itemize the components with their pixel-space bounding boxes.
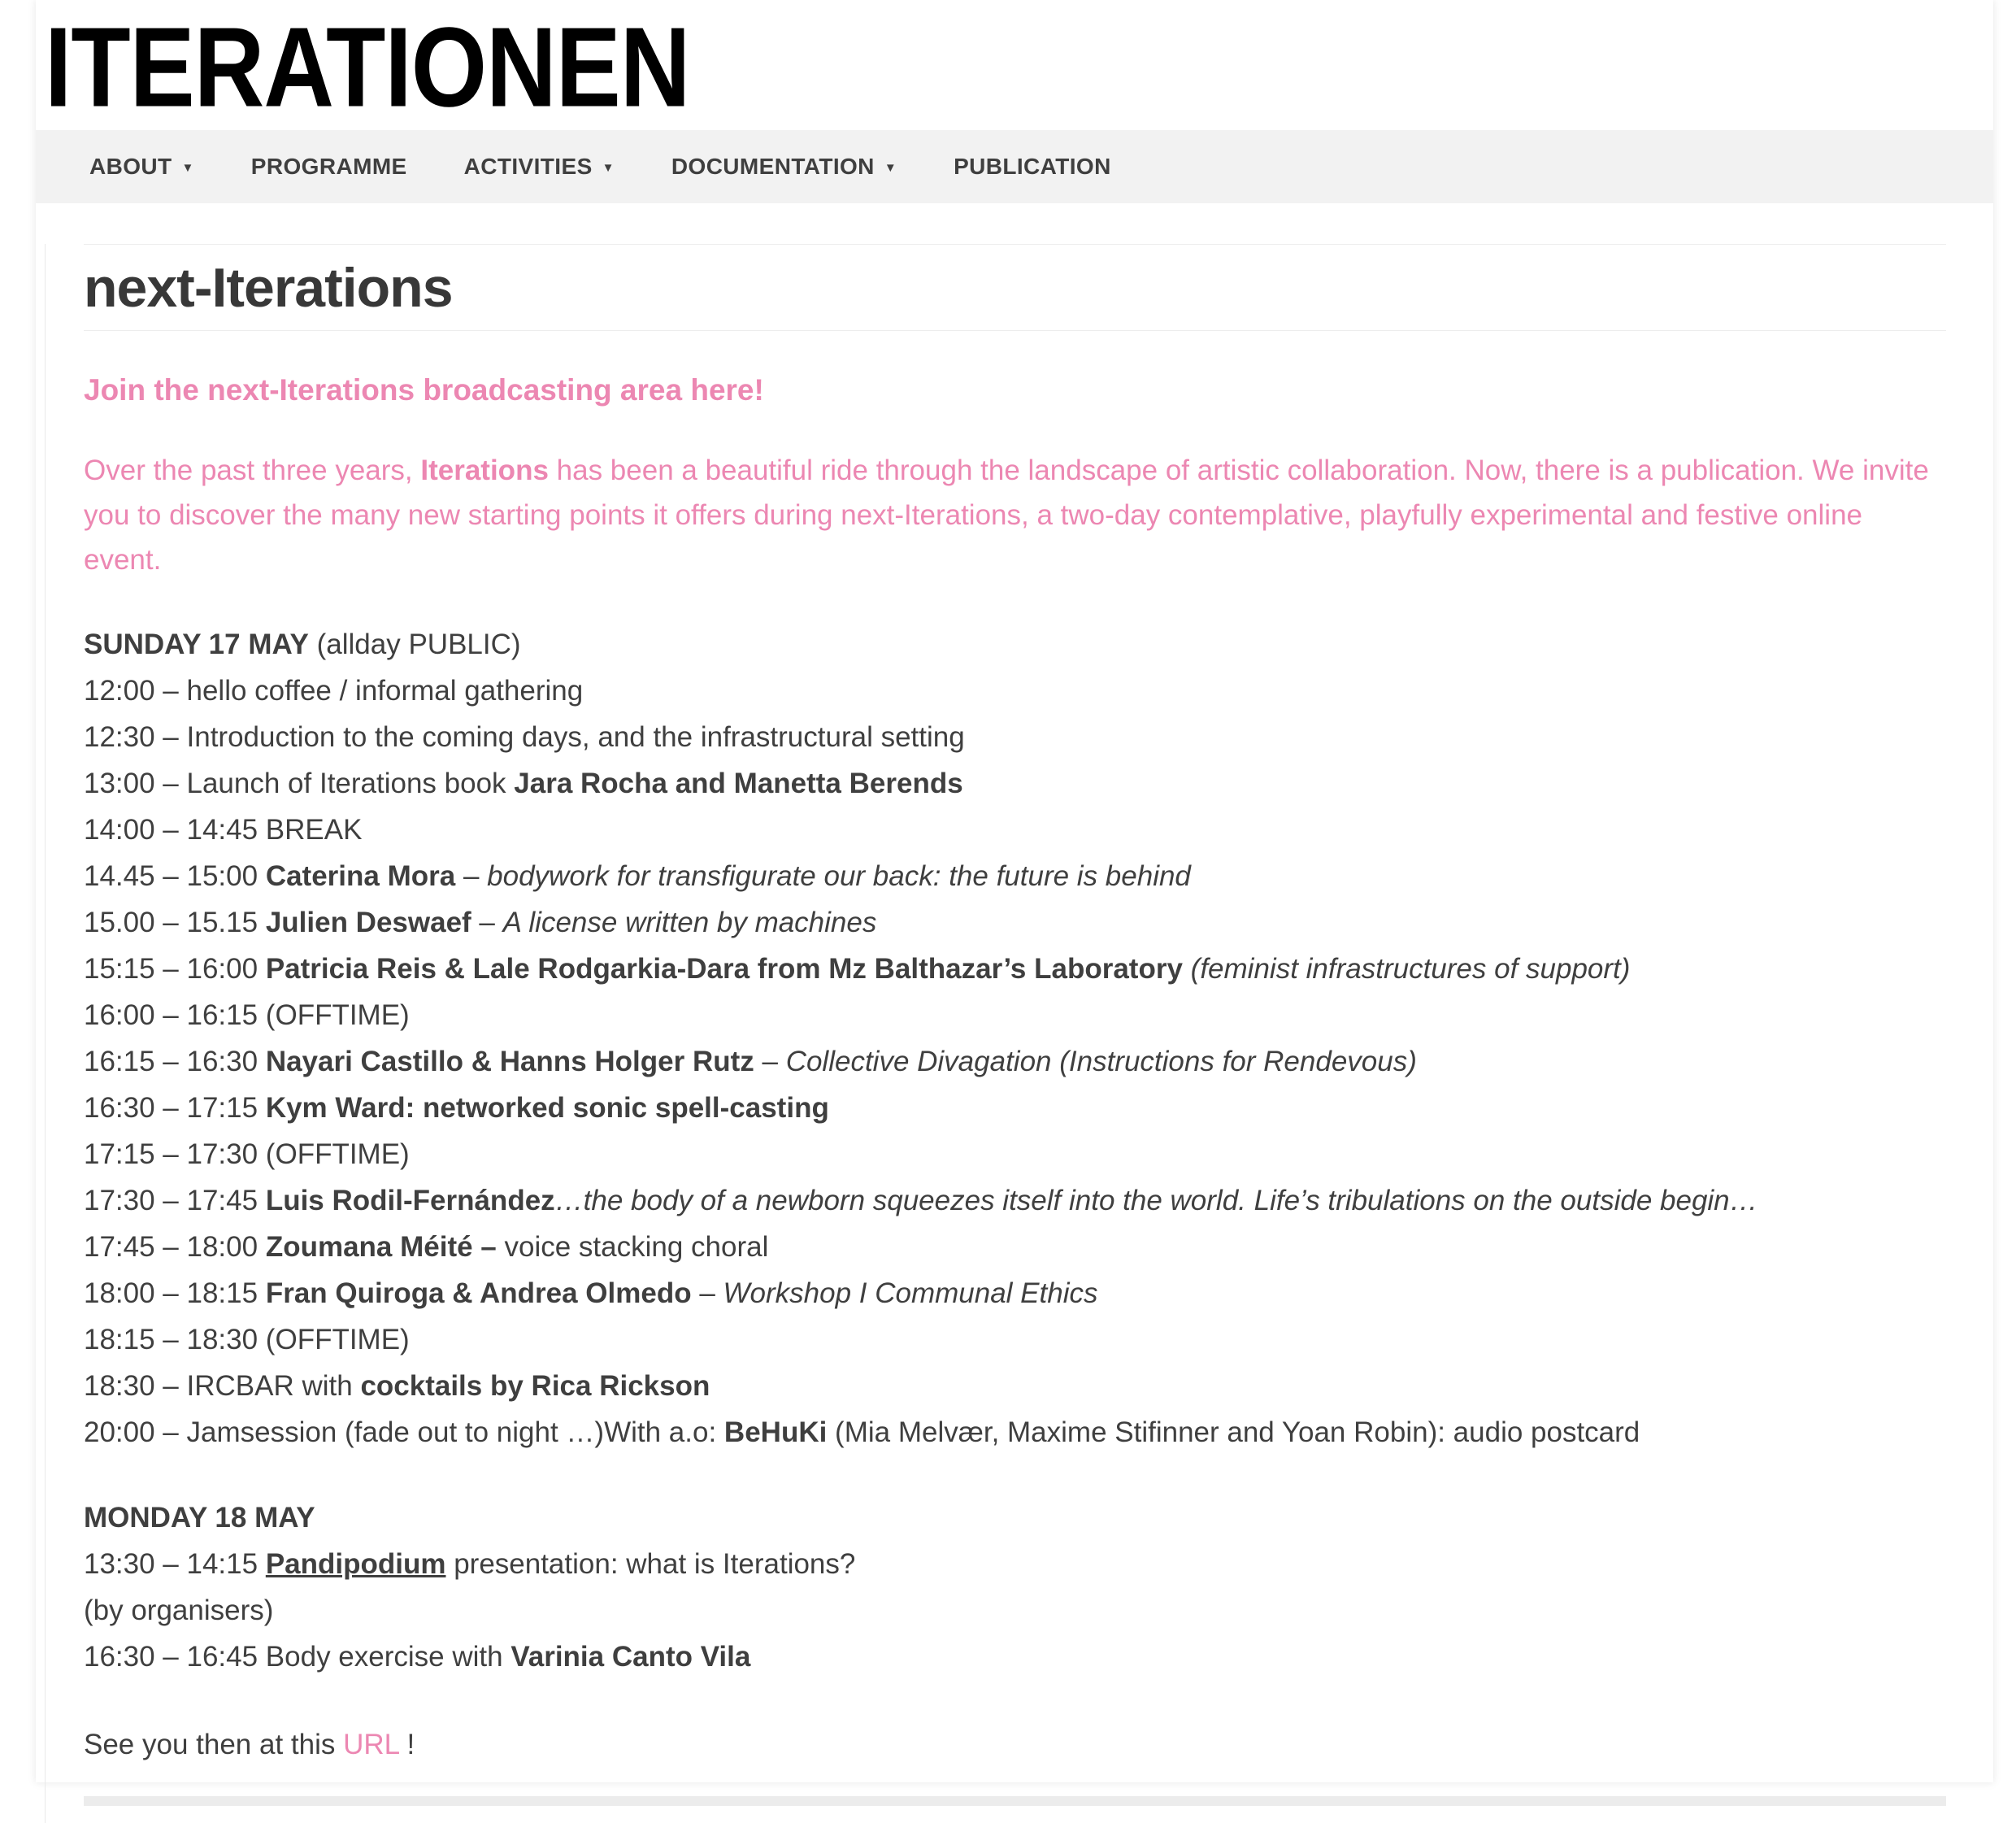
schedule-line — [84, 675, 583, 707]
text-segment: presentation: what is Iterations? — [445, 1548, 856, 1581]
page-title: next-Iterations — [84, 257, 453, 319]
text-segment: Collective Divagation (Instructions for Rendevous) — [785, 1046, 1417, 1078]
text-segment: bodywork for transfigurate our back: the future is behind — [487, 860, 1191, 893]
text-segment: SUNDAY 17 MAY — [84, 629, 309, 661]
schedule-line — [84, 1231, 768, 1263]
nav-item-about[interactable] — [89, 154, 194, 180]
schedule — [84, 621, 1946, 1680]
text-segment: 18:00 – 18:15 — [84, 1277, 266, 1310]
text-segment: Kym Ward: networked sonic spell-casting — [265, 1092, 829, 1125]
site-logo[interactable]: ITERATIONEN — [45, 4, 690, 130]
schedule-line — [84, 907, 876, 938]
text-segment: 12:30 – Introduction to the coming days, and the infrastructural setting — [84, 721, 965, 754]
main-nav — [36, 130, 1993, 203]
chevron-down-icon: ▼ — [602, 160, 615, 175]
schedule-block-monday-18-may — [84, 1495, 1946, 1680]
schedule-line — [84, 1324, 410, 1355]
text-segment: (by organisers) — [84, 1595, 274, 1627]
text-segment: Julien Deswaef — [265, 907, 471, 939]
text-segment: 17:15 – 17:30 (OFFTIME) — [84, 1138, 410, 1171]
nav-item-documentation[interactable] — [671, 154, 897, 180]
text-segment: Workshop I Communal Ethics — [723, 1277, 1098, 1310]
nav-item-label: DOCUMENTATION — [671, 154, 875, 179]
text-segment: 15:15 – 16:00 — [84, 953, 266, 985]
schedule-line — [84, 629, 521, 660]
text-segment: 16:15 – 16:30 — [84, 1046, 266, 1078]
text-segment: – — [455, 860, 488, 893]
text-segment: – — [754, 1046, 786, 1078]
schedule-line — [84, 1138, 410, 1170]
text-segment: 18:15 – 18:30 (OFFTIME) — [84, 1324, 410, 1356]
text-segment: Luis Rodil-Fernández — [265, 1185, 555, 1217]
text-segment: Varinia Canto Vila — [511, 1641, 751, 1673]
schedule-line — [84, 860, 1191, 892]
join-broadcast-link[interactable]: Join the next-Iterations broadcasting area here! — [84, 373, 764, 407]
text-segment: 18:30 – IRCBAR with — [84, 1370, 361, 1403]
intro-paragraph — [84, 448, 1946, 582]
schedule-line — [84, 1092, 829, 1124]
schedule-line — [84, 1370, 710, 1402]
site-header — [36, 0, 1993, 130]
text-segment: Over the past three years, — [84, 455, 421, 487]
text-segment: cocktails by Rica Rickson — [360, 1370, 710, 1403]
schedule-line — [84, 1595, 273, 1626]
text-segment: 14.45 – 15:00 — [84, 860, 266, 893]
text-segment: Fran Quiroga & Andrea Olmedo — [265, 1277, 692, 1310]
text-segment: (feminist infrastructures of support) — [1190, 953, 1631, 985]
schedule-line — [84, 1416, 1640, 1448]
text-segment: 14:00 – 14:45 BREAK — [84, 814, 363, 846]
text-segment: MONDAY 18 MAY — [84, 1502, 315, 1534]
text-segment: A license written by machines — [502, 907, 877, 939]
see-you-line — [84, 1722, 1946, 1767]
text-segment: 17:30 – 17:45 — [84, 1185, 266, 1217]
text-segment: 16:30 – 16:45 Body exercise with — [84, 1641, 511, 1673]
chevron-down-icon: ▼ — [181, 160, 194, 175]
text-segment: ! — [398, 1729, 415, 1761]
text-segment: BeHuKi — [723, 1416, 828, 1449]
text-segment: 15.00 – 15.15 — [84, 907, 266, 939]
text-segment: Nayari Castillo & Hanns Holger Rutz — [265, 1046, 754, 1078]
schedule-line — [84, 1185, 1758, 1216]
text-segment: 20:00 – Jamsession (fade out to night …)With a.o: — [84, 1416, 724, 1449]
text-segment: …the body of a newborn squeezes itself into the world. Life’s tribulations on the outside begin… — [554, 1185, 1758, 1217]
schedule-line — [84, 1502, 315, 1534]
schedule-line — [84, 1641, 750, 1673]
text-segment: – — [471, 907, 503, 939]
schedule-line — [84, 768, 963, 799]
text-segment: Patricia Reis & Lale Rodgarkia-Dara from Mz Balthazar’s Laboratory — [265, 953, 1183, 985]
text-segment: Caterina Mora — [265, 860, 456, 893]
text-segment — [1183, 953, 1191, 985]
schedule-line — [84, 814, 362, 846]
text-segment: Iterations — [420, 455, 549, 487]
schedule-line — [84, 1277, 1098, 1309]
text-segment: – — [691, 1277, 723, 1310]
page-container — [36, 0, 1993, 1782]
schedule-line — [84, 999, 410, 1031]
inline-link[interactable]: Pandipodium — [265, 1548, 446, 1581]
nav-item-programme[interactable] — [251, 154, 407, 180]
inline-link[interactable]: URL — [343, 1729, 399, 1761]
text-segment: 13:00 – Launch of Iterations book — [84, 768, 515, 800]
title-section — [84, 244, 1946, 331]
nav-item-label: PUBLICATION — [954, 154, 1111, 179]
nav-item-label: ABOUT — [89, 154, 172, 179]
text-segment: 17:45 – 18:00 — [84, 1231, 266, 1264]
schedule-line — [84, 721, 965, 753]
text-segment: 16:30 – 17:15 — [84, 1092, 266, 1125]
text-segment: 13:30 – 14:15 — [84, 1548, 266, 1581]
text-segment: 16:00 – 16:15 (OFFTIME) — [84, 999, 410, 1032]
schedule-line — [84, 1548, 855, 1580]
nav-item-label: ACTIVITIES — [463, 154, 593, 179]
nav-item-publication[interactable] — [954, 154, 1111, 180]
schedule-block-sunday-17-may — [84, 621, 1946, 1455]
text-segment: (Mia Melvær, Maxime Stifinner and Yoan Robin): audio postcard — [827, 1416, 1640, 1449]
text-segment: Jara Rocha and Manetta Berends — [514, 768, 963, 800]
nav-item-activities[interactable] — [464, 154, 615, 180]
bottom-divider — [84, 1796, 1946, 1806]
text-segment: voice stacking choral — [496, 1231, 769, 1264]
main-content — [45, 244, 1993, 1823]
schedule-line — [84, 1046, 1417, 1077]
nav-item-label: PROGRAMME — [250, 154, 407, 179]
text-segment: See you then at this — [84, 1729, 344, 1761]
chevron-down-icon: ▼ — [884, 160, 897, 175]
text-segment: (allday PUBLIC) — [308, 629, 521, 661]
schedule-line — [84, 953, 1630, 985]
text-segment: has been a beautiful ride through the landscape of artistic collaboration. Now, there is a publication. We invite you to discover the many new starting points it offers during next-Iterations, a two-day contemplative, playfully experimental and festive online event. — [84, 455, 1929, 576]
text-segment: Zoumana Méité – — [265, 1231, 497, 1264]
text-segment: 12:00 – hello coffee / informal gathering — [84, 675, 584, 707]
